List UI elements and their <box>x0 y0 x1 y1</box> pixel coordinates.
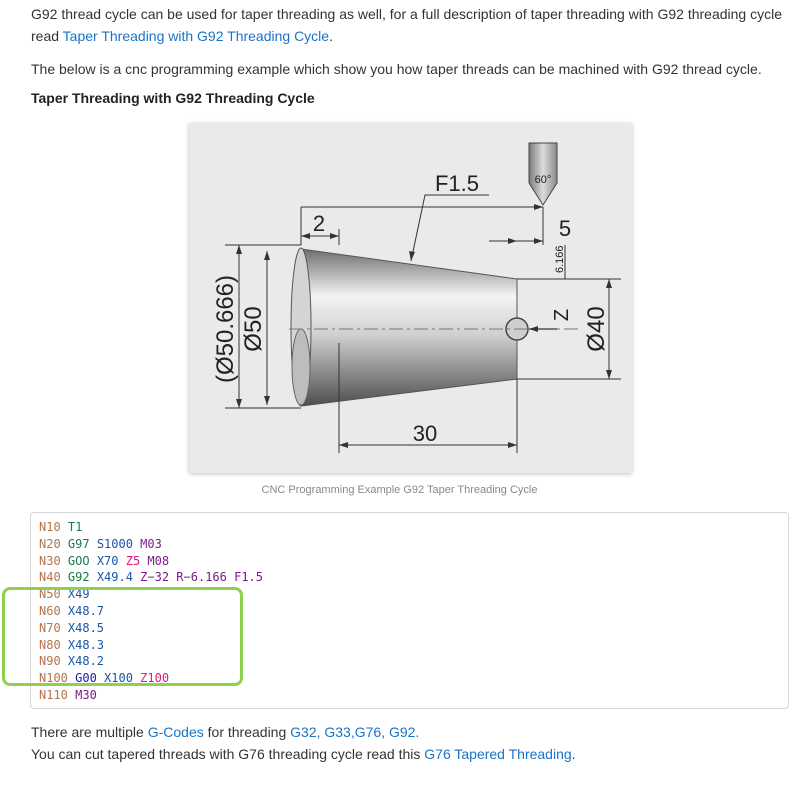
code-token: X48.2 <box>67 654 105 669</box>
pitch-label: F1.5 <box>434 171 480 196</box>
dim-label-50666: (Ø50.666) <box>212 274 239 384</box>
dim-label-50: Ø50 <box>240 306 267 352</box>
code-token: N50 <box>39 587 68 602</box>
dim-label-2: 2 <box>312 211 326 236</box>
footer-text-3: You can cut tapered threads with G76 threading cycle read this <box>31 746 425 762</box>
code-line <box>39 569 263 586</box>
code-line <box>39 553 263 570</box>
code-token: N30 <box>39 553 68 568</box>
code-token: X100 <box>104 671 141 686</box>
code-token: N20 <box>39 536 68 551</box>
section-title: Taper Threading with G92 Threading Cycle <box>31 90 315 106</box>
end-face-shade <box>292 329 310 405</box>
pitch-arrow-head <box>534 204 543 210</box>
code-token: G00 <box>75 671 105 686</box>
code-token: G92 <box>67 570 97 585</box>
code-token: X48.7 <box>67 603 105 618</box>
code-token: N40 <box>39 570 68 585</box>
code-token: X48.5 <box>67 620 105 635</box>
diagram-svg <box>189 123 632 473</box>
code-token: N60 <box>39 603 68 618</box>
code-token: N10 <box>39 520 68 534</box>
code-token: N110 <box>39 687 76 702</box>
code-token: Z100 <box>140 671 170 686</box>
code-line <box>39 519 263 536</box>
code-token: S1000 <box>96 536 141 551</box>
footer-text-1: There are multiple <box>31 724 148 740</box>
code-token: X48.3 <box>67 637 105 652</box>
code-token: T1 <box>67 520 83 534</box>
footer-text-2: for threading <box>203 724 291 740</box>
code-line <box>39 687 263 704</box>
code-token: X70 <box>96 553 126 568</box>
intro-read-text: read <box>31 28 63 44</box>
code-token: G97 <box>67 536 97 551</box>
code-token: Z−32 <box>140 570 177 585</box>
code-token: R−6.166 <box>176 570 235 585</box>
intro-line-2 <box>31 26 333 46</box>
code-token: GOO <box>67 553 97 568</box>
code-line <box>39 536 263 553</box>
tool-angle-label: 60° <box>534 174 552 186</box>
dim-label-40: Ø40 <box>583 306 610 352</box>
footer-period: . <box>571 746 576 762</box>
intro-period: . <box>329 28 333 44</box>
code-token: N100 <box>39 671 76 686</box>
dim-label-6166: 6.166 <box>554 245 566 273</box>
dim-label-30: 30 <box>412 421 438 446</box>
g-codes-link[interactable]: G-Codes <box>147 724 204 740</box>
taper-thread-diagram <box>189 123 632 473</box>
z-arrow-head <box>529 326 538 332</box>
dim-label-5: 5 <box>558 216 572 241</box>
intro-line-1 <box>31 4 782 24</box>
footer-line-2 <box>31 744 576 764</box>
example-description: The below is a cnc programming example which show you how taper threads can be machined with G92 thread cycle. <box>31 61 762 77</box>
code-token: X49.4 <box>96 570 141 585</box>
threading-codes-link[interactable]: G32, G33,G76, G92. <box>290 724 420 740</box>
code-token: M08 <box>147 553 170 568</box>
code-token: F1.5 <box>234 570 263 585</box>
code-token: Z5 <box>125 553 148 568</box>
z-axis-label: Z <box>551 308 573 322</box>
code-token: M03 <box>140 536 162 551</box>
code-token: N80 <box>39 637 68 652</box>
code-token: N70 <box>39 620 68 635</box>
footer-line-1 <box>31 722 419 742</box>
pitch-leader-arrow <box>409 251 415 261</box>
pitch-leader <box>411 195 489 261</box>
g76-tapered-threading-link[interactable]: G76 Tapered Threading <box>424 746 572 762</box>
highlight-box <box>2 587 243 686</box>
taper-threading-link[interactable]: Taper Threading with G92 Threading Cycle <box>62 28 330 44</box>
code-token: N90 <box>39 654 68 669</box>
intro-text: G92 thread cycle can be used for taper threading as well, for a full description of taper threading with G92 threading cycle <box>31 6 782 22</box>
code-token: X49 <box>67 587 90 602</box>
code-token: M30 <box>75 687 97 702</box>
taper-body <box>301 249 517 406</box>
figure-caption: CNC Programming Example G92 Taper Threading Cycle <box>261 484 538 496</box>
